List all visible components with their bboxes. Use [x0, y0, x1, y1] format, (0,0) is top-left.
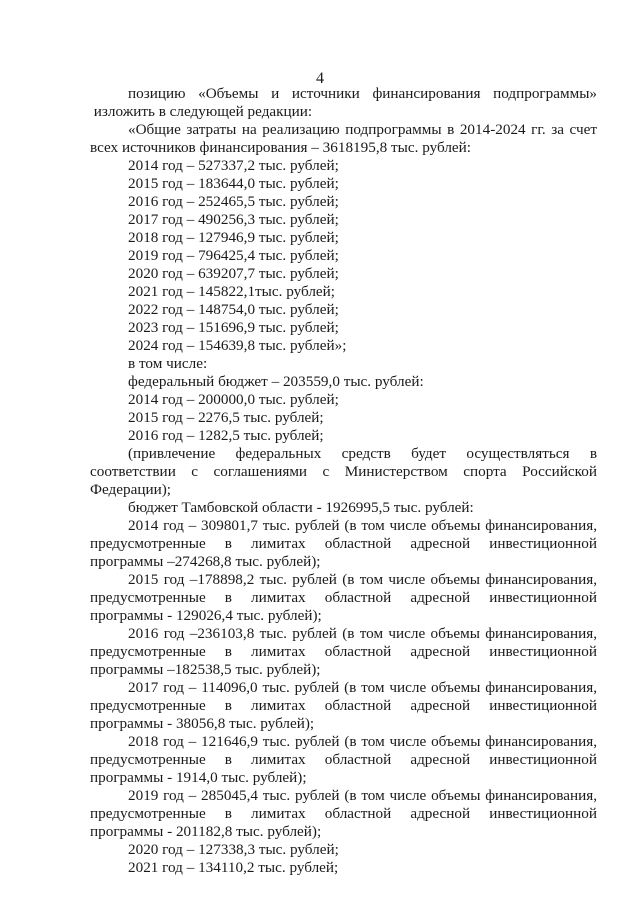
regional-item-line-1: 2015 год –178898,2 тыс. рублей (в том числе объемы финансирования,: [128, 571, 597, 588]
list-item: 2015 год – 183644,0 тыс. рублей;: [128, 175, 339, 192]
regional-item-line-1: 2019 год – 285045,4 тыс. рублей (в том числе объемы финансирования,: [128, 787, 597, 804]
regional-item-line-1: 2017 год – 114096,0 тыс. рублей (в том числе объемы финансирования,: [128, 679, 597, 696]
regional-item-line-2: предусмотренные в лимитах областной адресной инвестиционной: [90, 589, 597, 606]
list-item: 2020 год – 127338,3 тыс. рублей;: [128, 841, 339, 858]
regional-item-2018: [90, 733, 597, 787]
list-item: 2014 год – 200000,0 тыс. рублей;: [128, 391, 339, 408]
intro-line-2: изложить в следующей редакции:: [90, 103, 313, 120]
federal-note-line-2: соответствии с соглашениями с Министерством спорта Российской: [90, 463, 597, 480]
federal-budget-title: федеральный бюджет – 203559,0 тыс. рублей:: [128, 373, 424, 390]
regional-item-2019: [90, 787, 597, 841]
list-item: 2024 год – 154639,8 тыс. рублей»;: [128, 337, 347, 354]
regional-item-line-3: программы - 129026,4 тыс. рублей);: [90, 607, 322, 624]
list-item: 2019 год – 796425,4 тыс. рублей;: [128, 247, 339, 264]
federal-note-line-1: (привлечение федеральных средств будет осуществляться в: [128, 445, 597, 462]
regional-tail-years: [90, 841, 597, 877]
list-item: 2021 год – 145822,1тыс. рублей;: [128, 283, 336, 300]
list-item: 2014 год – 527337,2 тыс. рублей;: [128, 157, 339, 174]
regional-item-line-2: предусмотренные в лимитах областной адресной инвестиционной: [90, 751, 597, 768]
regional-item-line-3: программы - 38056,8 тыс. рублей);: [90, 715, 315, 732]
regional-budget-title: бюджет Тамбовской области - 1926995,5 тыс. рублей:: [128, 499, 474, 516]
total-line-2: всех источников финансирования – 3618195,8 тыс. рублей:: [90, 139, 471, 156]
list-item: 2016 год – 252465,5 тыс. рублей;: [128, 193, 339, 210]
regional-item-line-3: программы –274268,8 тыс. рублей);: [90, 553, 321, 570]
page-number: 4: [316, 70, 324, 87]
regional-item-line-3: программы –182538,5 тыс. рублей);: [90, 661, 321, 678]
regional-item-line-1: 2014 год – 309801,7 тыс. рублей (в том числе объемы финансирования,: [128, 517, 597, 534]
regional-item-line-1: 2016 год –236103,8 тыс. рублей (в том числе объемы финансирования,: [128, 625, 597, 642]
list-item: 2023 год – 151696,9 тыс. рублей;: [128, 319, 339, 336]
federal-note-line-3: Федерации);: [90, 481, 172, 498]
regional-item-2014: [90, 517, 597, 571]
regional-item-line-2: предусмотренные в лимитах областной адресной инвестиционной: [90, 805, 597, 822]
regional-item-2015: [90, 571, 597, 625]
regional-item-line-1: 2018 год – 121646,9 тыс. рублей (в том числе объемы финансирования,: [128, 733, 597, 750]
total-years-list: [90, 157, 597, 445]
regional-item-2016: [90, 625, 597, 679]
total-line-1: «Общие затраты на реализацию подпрограммы в 2014-2024 гг. за счет: [128, 121, 597, 138]
document-body: [90, 85, 597, 877]
list-item: 2017 год – 490256,3 тыс. рублей;: [128, 211, 339, 228]
including-label: в том числе:: [128, 355, 208, 372]
regional-item-line-3: программы - 201182,8 тыс. рублей);: [90, 823, 322, 840]
regional-item-line-2: предусмотренные в лимитах областной адресной инвестиционной: [90, 535, 597, 552]
intro-line-1: позицию «Объемы и источники финансирования подпрограммы»: [128, 85, 597, 102]
list-item: 2016 год – 1282,5 тыс. рублей;: [128, 427, 324, 444]
regional-item-2017: [90, 679, 597, 733]
list-item: 2020 год – 639207,7 тыс. рублей;: [128, 265, 339, 282]
regional-item-line-2: предусмотренные в лимитах областной адресной инвестиционной: [90, 697, 597, 714]
list-item: 2021 год – 134110,2 тыс. рублей;: [128, 859, 339, 876]
list-item: 2015 год – 2276,5 тыс. рублей;: [128, 409, 324, 426]
regional-item-line-3: программы - 1914,0 тыс. рублей);: [90, 769, 307, 786]
regional-item-line-2: предусмотренные в лимитах областной адресной инвестиционной: [90, 643, 597, 660]
list-item: 2018 год – 127946,9 тыс. рублей;: [128, 229, 339, 246]
list-item: 2022 год – 148754,0 тыс. рублей;: [128, 301, 339, 318]
